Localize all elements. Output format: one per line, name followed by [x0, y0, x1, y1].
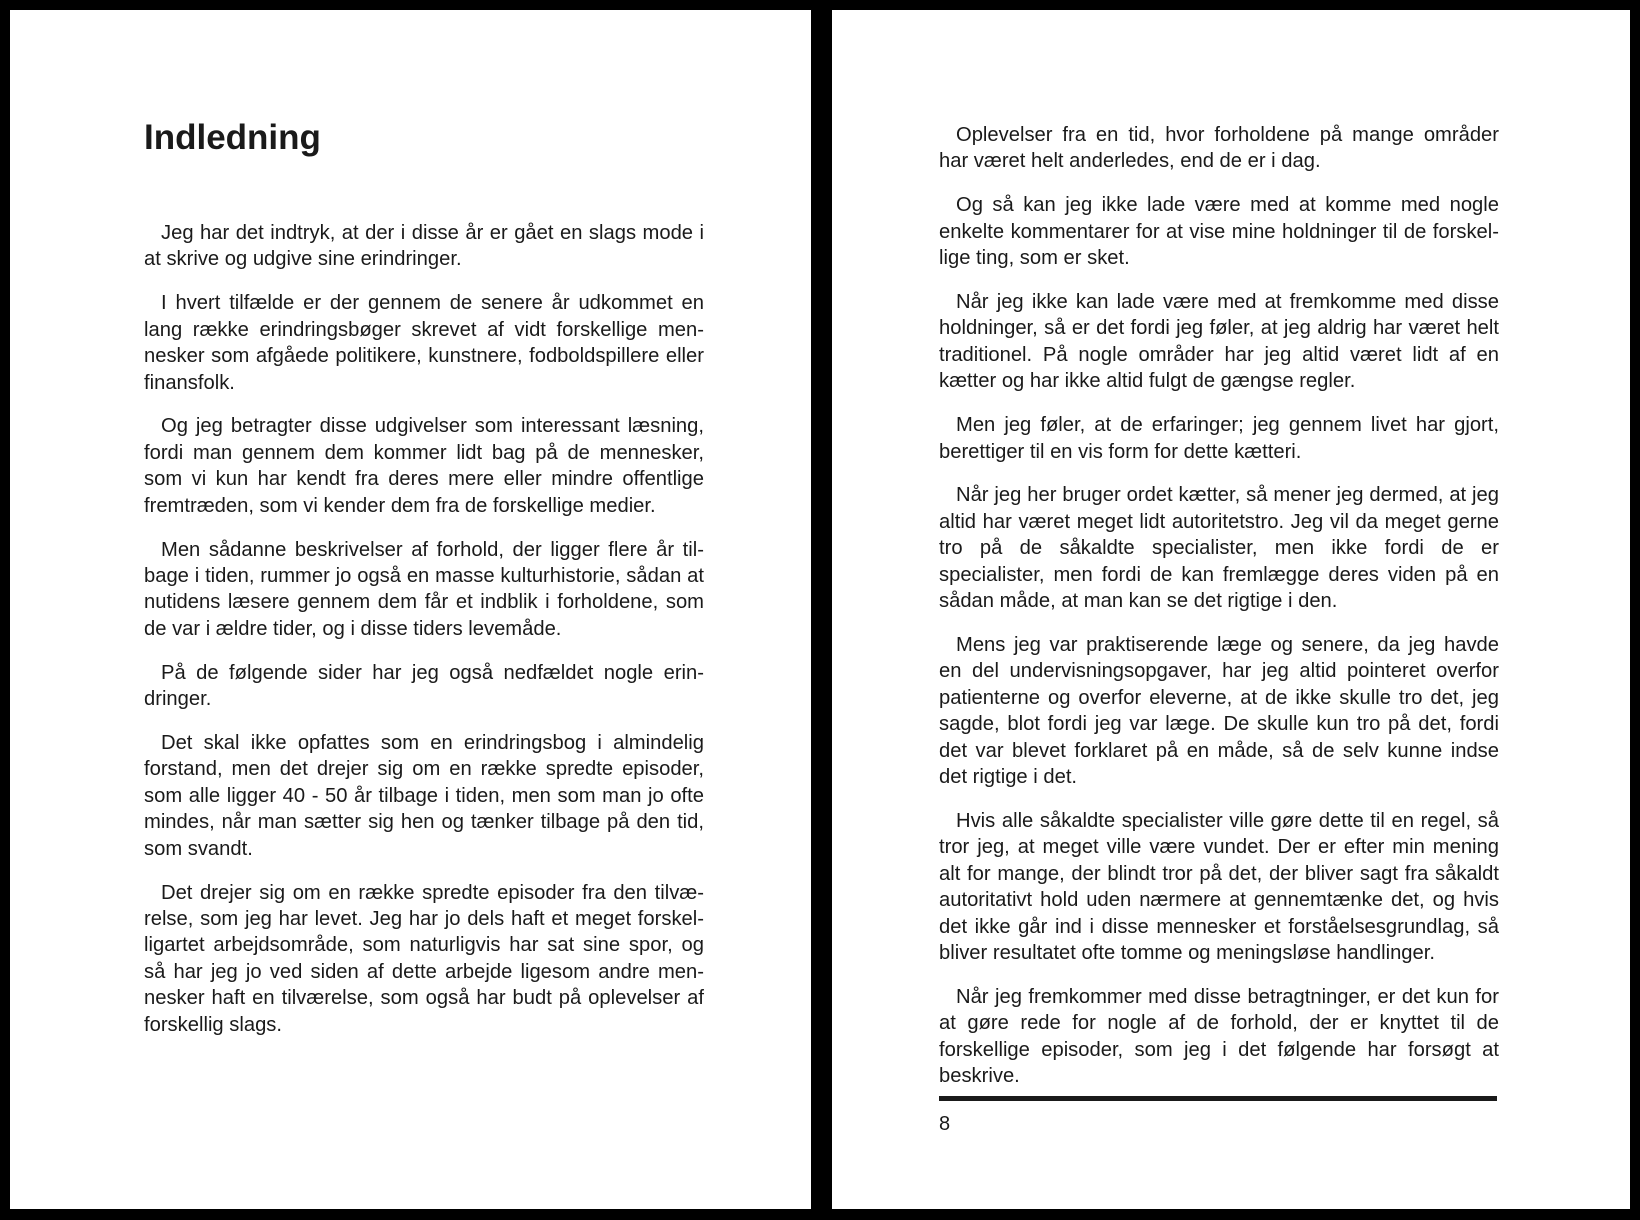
- paragraph: Og så kan jeg ikke lade være med at komme med nogle enkelte kommentarer for at vise mine holdninger til de forskellige ting, som er sket.: [939, 194, 1499, 270]
- paragraph: Oplevelser fra en tid, hvor forholdene på mange områder har været helt anderledes, end de er i dag.: [939, 124, 1499, 173]
- paragraph: Men sådanne beskrivelser af forhold, der ligger flere år tilbage i tiden, rummer jo også en masse kulturhistorie, sådan at nutidens læsere gennem dem får et indblik i forholdene, som de var i ældre tider, og i disse tiders levemåde.: [144, 538, 704, 640]
- left-page: [10, 10, 811, 1209]
- paragraph: Når jeg fremkommer med disse betragtninger, er det kun for at gøre rede for nogle af de forhold, der er knyttet til de forskellige episoder, som jeg i det følgende har forsøgt at beskrive.: [939, 985, 1499, 1088]
- paragraph: Når jeg her bruger ordet kætter, så mener jeg dermed, at jeg altid har været meget lidt autoritetstro. Jeg vil da meget gerne tro på de såkaldte specialister, men ikke fordi de er specialister, men fordi de kan fremlægge deres viden på en sådan måde, at man kan se det rigtige i den.: [939, 484, 1499, 613]
- left-page-text: [144, 220, 704, 1038]
- paragraph: Mens jeg var praktiserende læge og senere, da jeg havde en del undervisningsopgaver, har jeg altid pointeret overfor patienterne og overfor eleverne, at de ikke skulle tro det, jeg sagde, blot fordi jeg var læge. De skulle kun tro på det, fordi det var blevet forklaret på en måde, så de selv kunne indse det rigtige i det.: [939, 634, 1499, 789]
- paragraph: Det drejer sig om en række spredte episoder fra den tilværelse, som jeg har levet. Jeg har jo dels haft et meget forskelligartet arbejdsområde, som naturligvis har sat sine spor, og så har jeg jo ved siden af dette arbejde ligesom andre mennesker haft en tilværelse, som også har budt på oplevelser af forskellig slags.: [144, 881, 704, 1036]
- paragraph: Når jeg ikke kan lade være med at fremkomme med disse holdninger, så er det fordi jeg føler, at jeg aldrig har været helt traditionel. På nogle områder har jeg altid været lidt af en kætter og har ikke altid fulgt de gængse regler.: [939, 291, 1499, 393]
- page-number: 8: [939, 1113, 951, 1135]
- chapter-heading: Indledning: [144, 118, 321, 157]
- right-page: [832, 10, 1630, 1209]
- paragraph: Det skal ikke opfattes som en erindringsbog i almindelig forstand, men det drejer sig om en række spredte episoder, som alle ligger 40 - 50 år tilbage i tiden, men som man jo ofte mindes, når man sætter sig hen og tænker tilbage på den tid, som svandt.: [144, 732, 704, 860]
- paragraph: Hvis alle såkaldte specialister ville gøre dette til en regel, så tror jeg, at meget ville være vundet. Der er efter min mening alt for mange, der blindt tror på det, der bliver sagt fra såkaldt autoritativt hold uden nærmere at gennemtænke det, og hvis det ikke går ind i disse mennesker et forståelsesgrundlag, så bliver resultatet ofte tomme og meningsløse handlinger.: [939, 809, 1499, 964]
- paragraph: Og jeg betragter disse udgivelser som interessant læsning, fordi man gennem dem kommer lidt bag på de mennesker, som vi kun har kendt fra deres mere eller mindre offentlige fremtræden, som vi kender dem fra de forskellige medier.: [144, 415, 704, 517]
- paragraph: Jeg har det indtryk, at der i disse år er gået en slags mode i at skrive og udgive sine erindringer.: [144, 222, 704, 271]
- right-page-text: [939, 122, 1499, 1090]
- paragraph: På de følgende sider har jeg også nedfældet nogle erindringer.: [144, 661, 704, 711]
- paragraph: Men jeg føler, at de erfaringer; jeg gennem livet har gjort, berettiger til en vis form for dette kætteri.: [939, 414, 1499, 463]
- paragraph: I hvert tilfælde er der gennem de senere år udkommet en lang række erindringsbøger skrevet af vidt forskellige mennesker som afgåede politikere, kunstnere, fodboldspillere eller finansfolk.: [144, 292, 704, 394]
- footer-rule: [939, 1096, 1497, 1101]
